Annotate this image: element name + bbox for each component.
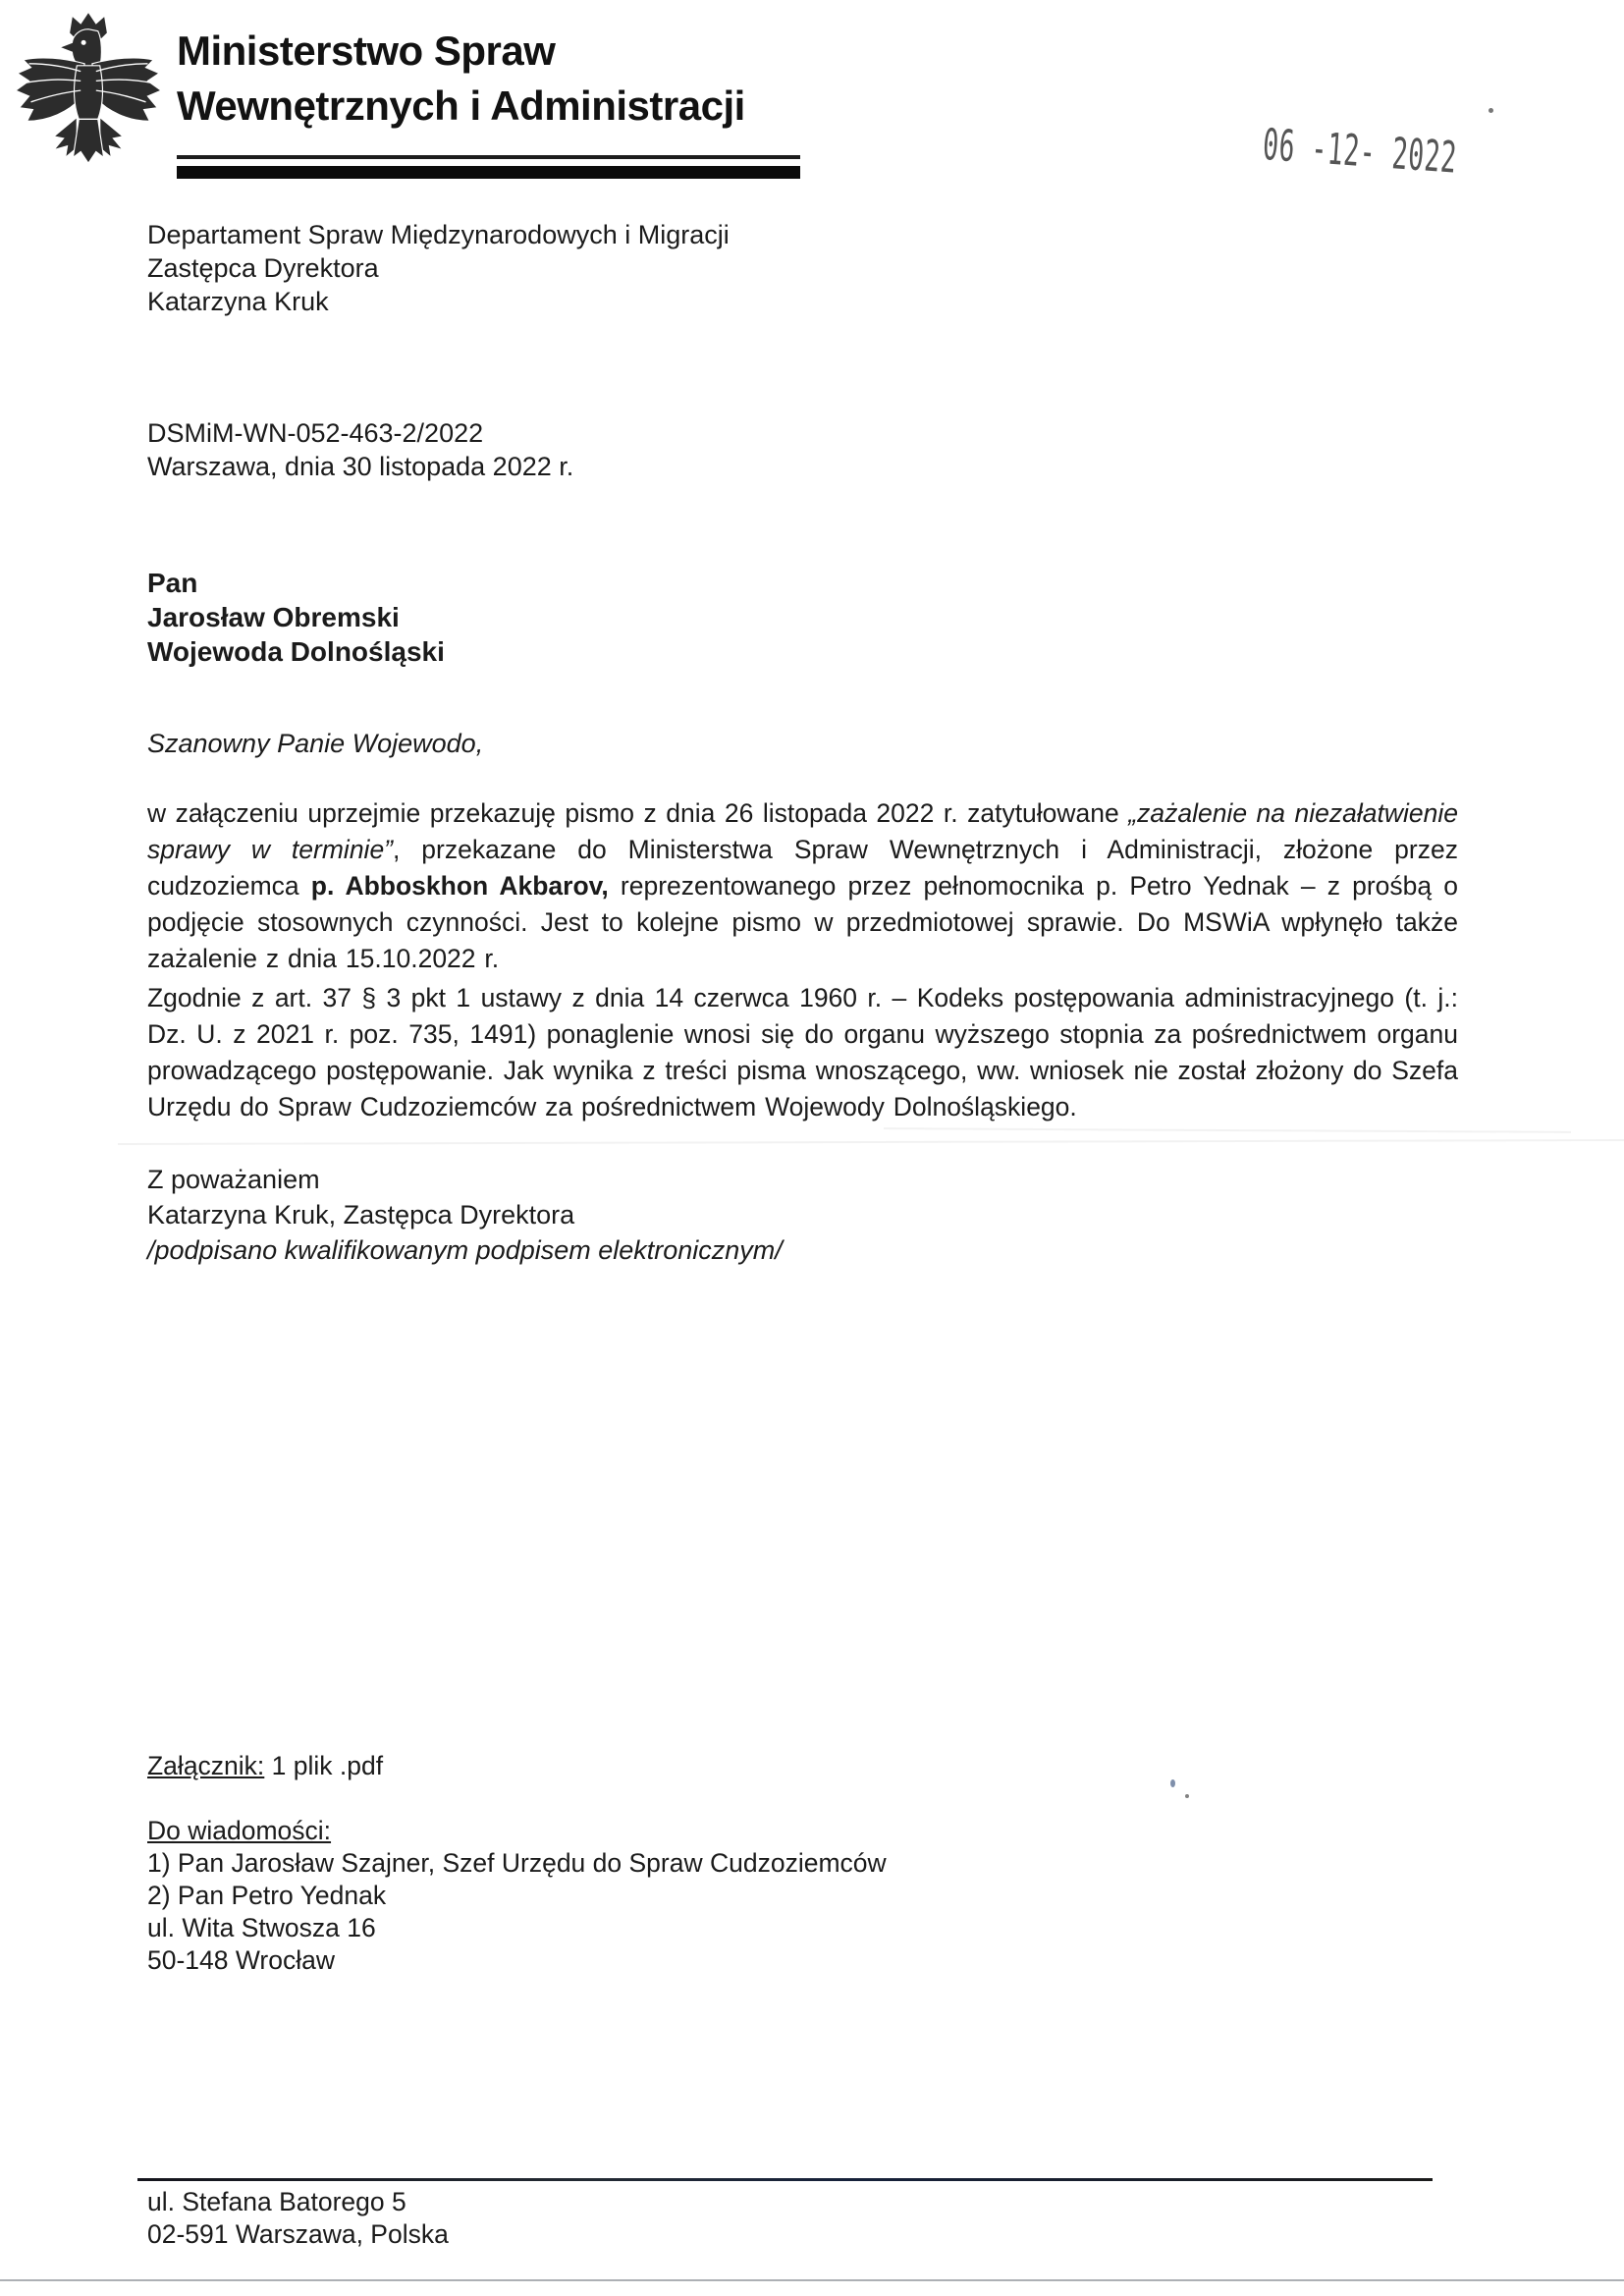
attachment-value: 1 plik .pdf: [264, 1751, 384, 1780]
scan-speck: [1185, 1794, 1189, 1798]
header-rule-thick: [177, 166, 800, 179]
scan-speck: [1170, 1779, 1175, 1787]
paper-crease: [118, 1139, 1624, 1145]
sender-department: Departament Spraw Międzynarodowych i Migracji: [147, 220, 730, 249]
body-paragraph-2: Zgodnie z art. 37 § 3 pkt 1 ustawy z dnia 14 czerwca 1960 r. – Kodeks postępowania administracyjnego (t. j.: Dz. U. z 2021 r. poz. 735, 1491) ponaglenie wnosi się do organu wyższego stopnia za pośrednictwem organu prowadzącego postępowanie. Jak wynika z treści pisma wnoszącego, ww. wniosek nie został złożony do Szefa Urzędu do Spraw Cudzoziemców za pośrednictwem Wojewody Dolnośląskiego.: [147, 983, 1458, 1121]
polish-eagle-icon: [12, 4, 165, 187]
case-number: DSMiM-WN-052-463-2/2022: [147, 418, 484, 448]
ministry-name: [177, 24, 745, 134]
closing-block: [147, 1162, 783, 1268]
closing-regards: Z poważaniem: [147, 1165, 320, 1194]
reference-block: [147, 416, 573, 483]
paper-crease: [884, 1127, 1571, 1133]
ministry-name-line1: Ministerstwo Spraw: [177, 27, 556, 74]
attachment-line: [147, 1751, 383, 1781]
cc-item: 2) Pan Petro Yednak: [147, 1881, 387, 1910]
scan-speck: [1489, 108, 1493, 113]
closing-signer: Katarzyna Kruk, Zastępca Dyrektora: [147, 1200, 575, 1230]
p1-run-bold-name: p. Abboskhon Akbarov,: [310, 871, 609, 901]
sender-block: [147, 218, 730, 318]
cc-block: [147, 1815, 887, 1977]
header-rule-thin: [177, 155, 800, 159]
sender-title: Zastępca Dyrektora: [147, 253, 379, 283]
footer-address-line2: 02-591 Warszawa, Polska: [147, 2219, 449, 2249]
p1-run-normal: reprezentowanego przez pełnomocnika p. Petro Yednak – z prośbą o podjęcie stosownych czynności. Jest to kolejne pismo w przedmiotowej sprawie. Do MSWiA wpłynęło także zażalenie z dnia 15.10.2022 r.: [147, 871, 1458, 973]
footer-rule: [137, 2178, 1433, 2181]
footer-address: [147, 2186, 449, 2251]
addressee-salutation: Pan: [147, 568, 198, 598]
p1-run-normal: , przekazane do Ministerstwa Spraw Wewnętrznych i Administracji, złożone przez cudzoziemca: [147, 835, 1458, 901]
addressee-title: Wojewoda Dolnośląski: [147, 636, 445, 667]
body-paragraph-1: [147, 795, 1458, 977]
sender-name: Katarzyna Kruk: [147, 287, 329, 316]
attachment-label: Załącznik:: [147, 1751, 265, 1780]
place-and-date: Warszawa, dnia 30 listopada 2022 r.: [147, 452, 574, 481]
footer-address-line1: ul. Stefana Batorego 5: [147, 2187, 406, 2216]
addressee-block: [147, 566, 445, 669]
cc-item: ul. Wita Stwosza 16: [147, 1913, 376, 1942]
cc-item: 1) Pan Jarosław Szajner, Szef Urzędu do Spraw Cudzoziemców: [147, 1848, 887, 1878]
p1-run-normal: w załączeniu uprzejmie przekazuję pismo z dnia 26 listopada 2022 r. zatytułowane: [147, 798, 1129, 828]
cc-item: 50-148 Wrocław: [147, 1945, 335, 1975]
cc-label: Do wiadomości:: [147, 1816, 332, 1845]
polish-eagle-emblem: [12, 4, 165, 187]
addressee-name: Jarosław Obremski: [147, 602, 400, 632]
ministry-name-line2: Wewnętrznych i Administracji: [177, 82, 745, 129]
p1-run-italic-title: „zażalenie na niezałatwienie sprawy w terminie”: [147, 798, 1458, 864]
electronic-signature-note: /podpisano kwalifikowanym podpisem elektronicznym/: [147, 1235, 783, 1265]
greeting-line: Szanowny Panie Wojewodo,: [147, 729, 484, 758]
scan-page-edge: [0, 2279, 1624, 2281]
date-stamp: 06 -12- 2022: [1261, 120, 1459, 184]
